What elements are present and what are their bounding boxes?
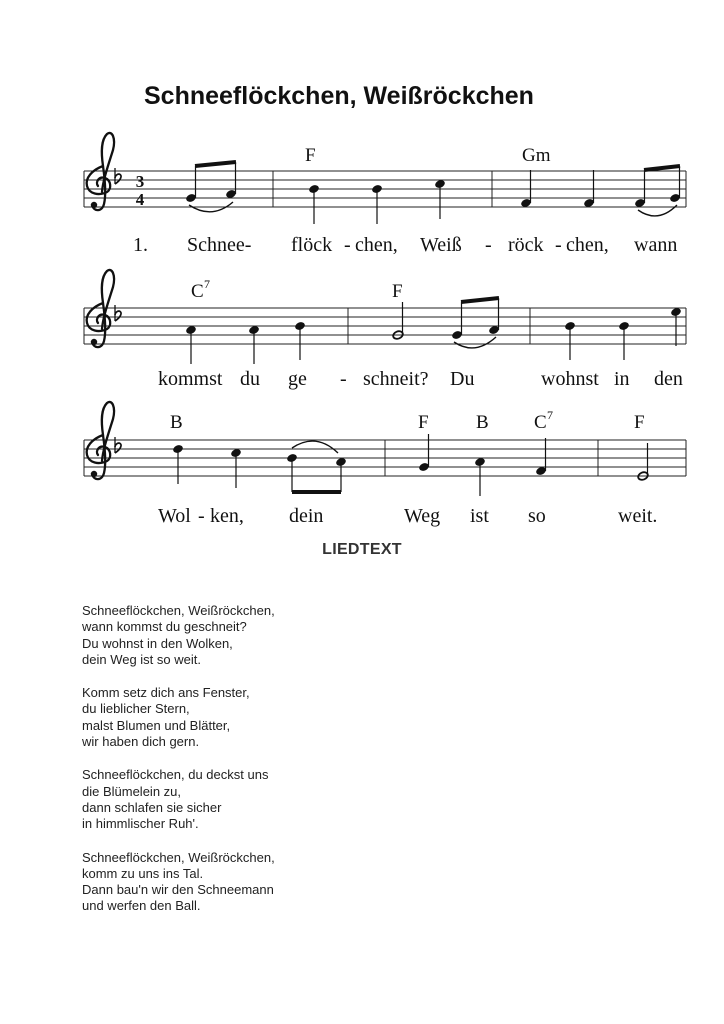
section-heading: LIEDTEXT [322,541,402,558]
chord-extension: 7 [547,408,553,422]
verse-3 [82,767,275,832]
chord-symbol: F [634,412,645,433]
treble-clef-icon [87,270,114,347]
staff-system-2 [84,270,686,390]
verse-line: und werfen den Ball. [82,898,201,914]
lyric-hyphen: - [485,234,492,256]
chord-symbol: B [170,412,183,433]
verse-line: du lieblicher Stern, [82,701,190,717]
time-signature-top: 3 [135,172,145,191]
lyric-syllable: in [614,368,630,390]
staff-system-1 [84,133,686,256]
verse-line: Schneeflöckchen, du deckst uns [82,767,269,783]
lyric-syllable: Wol [158,505,191,527]
chord-symbol: F [392,281,403,302]
chord-symbol: C [191,281,204,302]
lyric-syllable: den [654,368,683,390]
verse-line: in himmlischer Ruh'. [82,816,199,832]
lyric-syllable: kommst [158,368,223,390]
time-signature-bottom: 4 [135,190,145,209]
lyrics-text [82,603,275,932]
lyric-syllable: ist [470,505,489,527]
treble-clef-icon [87,402,114,479]
lyric-syllable: ken, [210,505,244,527]
lyric-syllable: weit. [618,505,658,527]
lyric-syllable: Schnee- [187,234,252,256]
lyric-syllable: wann [634,234,678,256]
verse-2 [82,685,275,750]
verse-line: dann schlafen sie sicher [82,799,222,815]
song-title: Schneeflöckchen, Weißröckchen [144,82,534,110]
chord-symbol: F [418,412,429,433]
chord-symbol: B [476,412,489,433]
lyric-hyphen: - [555,234,562,256]
lyric-hyphen: - [344,234,351,256]
lyric-syllable: Weg [404,505,441,527]
verse-line: Dann bau'n wir den Schneemann [82,882,274,898]
lyric-hyphen: - [198,505,205,527]
lyric-syllable: röck [508,234,544,256]
lyric-syllable: Weiß [420,234,462,256]
staff-system-3 [84,402,686,527]
verse-line: dein Weg ist so weit. [82,651,201,667]
flat-sign-icon [115,437,121,453]
verse-4 [82,850,275,915]
verse-line: Komm setz dich ans Fenster, [82,685,250,701]
chord-symbol: C [534,412,547,433]
lyric-syllable: Du [450,368,475,390]
chord-extension: 7 [204,277,210,291]
lyric-syllable: chen, [355,234,398,256]
lyric-syllable: chen, [566,234,609,256]
verse-line: Du wohnst in den Wolken, [82,635,233,651]
verse-1 [82,603,275,668]
lyric-syllable: so [528,505,546,527]
flat-sign-icon [115,305,121,321]
verse-line: Schneeflöckchen, Weißröckchen, [82,849,275,865]
lyric-syllable: flöck [291,234,333,256]
treble-clef-icon [87,133,114,210]
verse-line: die Blümelein zu, [82,783,181,799]
verse-number: 1. [133,234,148,256]
lyric-syllable: dein [289,505,324,527]
lyric-hyphen: - [340,368,347,390]
verse-line: wir haben dich gern. [82,734,200,750]
flat-sign-icon [115,168,121,184]
chord-symbol: F [305,145,316,166]
verse-line: malst Blumen und Blätter, [82,717,231,733]
lyric-syllable: wohnst [541,368,599,390]
verse-line: Schneeflöckchen, Weißröckchen, [82,603,275,618]
lyric-syllable: ge [288,368,307,390]
chord-symbol: Gm [522,145,551,166]
lyric-syllable: du [240,368,260,390]
verse-line: wann kommst du geschneit? [82,619,247,635]
lyric-syllable: schneit? [363,368,429,390]
verse-line: komm zu uns ins Tal. [82,865,204,881]
